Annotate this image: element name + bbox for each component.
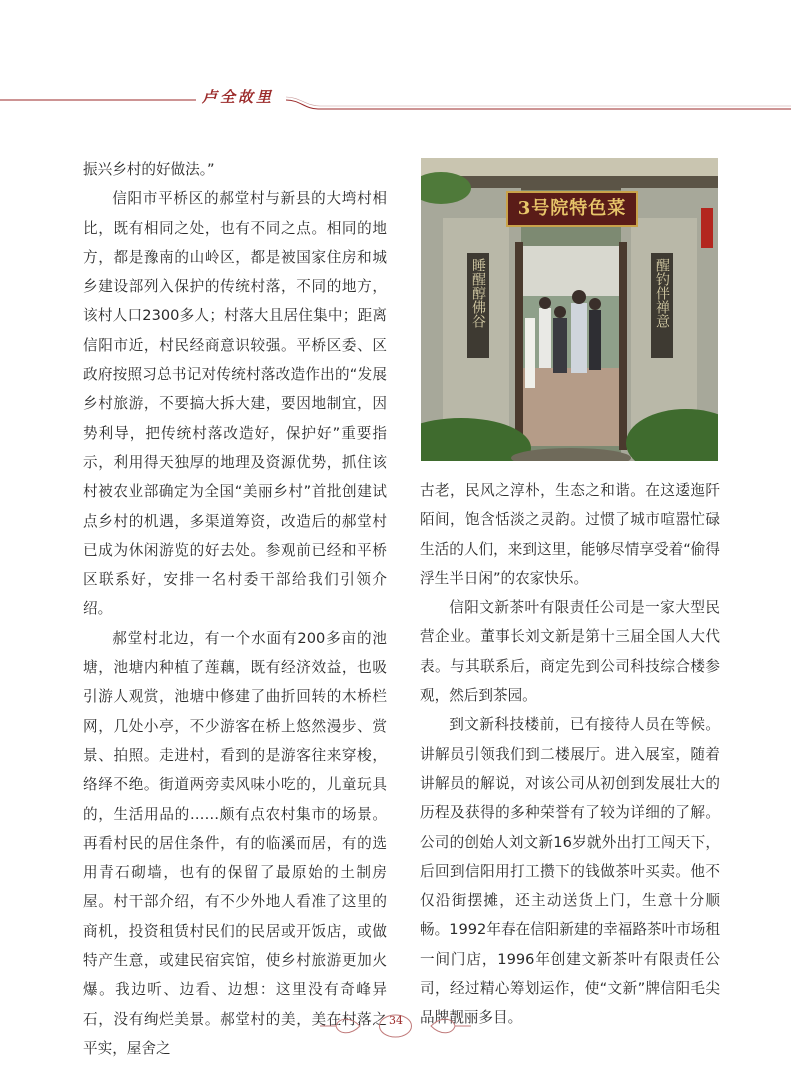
section-title: 卢全故里 — [198, 86, 278, 107]
paragraph: 到文新科技楼前，已有接待人员在等候。讲解员引领我们到二楼展厅。进入展室，随着讲解员的解说，对该公司从初创到发展壮大的历程及获得的多种荣誉有了较为详细的了解。公司的创始人刘文新16岁就外出打工闯天下，后回到信阳用打工攒下的钱做茶叶买卖。他不仅沿街摆摊，还主动送货上门，生意十分顺畅。1992年春在信阳新建的幸福路茶叶市场租一间门店，1996年创建文新茶叶有限责任公司，经过精心筹划运作，使“文新”牌信阳毛尖品牌靓丽多目。 — [420, 716, 720, 1027]
page-number: 34 — [389, 1014, 403, 1027]
paragraph: 古老，民风之淳朴，生态之和谐。在这逶迤阡陌间，饱含恬淡之灵韵。过惯了城市喧嚣忙碌生活的人们，来到这里，能够尽情享受着“偷得浮生半日闲”的农家快乐。 — [420, 482, 720, 587]
couplet-right: 醒钓伴禅意 — [654, 258, 670, 328]
paragraph: 郝堂村北边，有一个水面有200多亩的池塘，池塘内种植了莲藕，既有经济效益，也吸引游人观赏，池塘中修建了曲折回转的木桥栏网，几处小亭，不少游客在桥上悠然漫步、赏景、拍照。走进村，看到的是游客往来穿梭，络绎不绝。街道两旁卖风味小吃的，儿童玩具的，生活用品的……颇有点农村集市的场景。再看村民的居住条件，有的临溪而居，有的选用青石砌墙，也有的保留了最原始的土制房屋。村干部介绍，有不少外地人看准了这里的商机，投资租赁村民们的民居或开饭店，或做特产生意，或建民宿宾馆，使乡村旅游更加火爆。我边听、边看、边想：这里没有奇峰异石，没有绚烂美景。郝堂村的美，美在村落之平实，屋舍之 — [83, 629, 387, 1057]
right-column — [420, 476, 720, 1033]
couplet-left: 睡醒醇佛谷 — [470, 258, 486, 328]
village-gate-photo — [421, 158, 718, 461]
sign-text: 3号院特色菜 — [517, 198, 627, 219]
header-divider — [0, 96, 791, 116]
left-column — [83, 155, 387, 1063]
paragraph: 振兴乡村的好做法。” — [83, 161, 215, 178]
paragraph: 信阳文新茶叶有限责任公司是一家大型民营企业。董事长刘文新是第十三届全国人大代表。与其联系后，商定先到公司科技综合楼参观，然后到茶园。 — [420, 599, 720, 705]
paragraph: 信阳市平桥区的郝堂村与新县的大塆村相比，既有相同之处，也有不同之点。相同的地方，都是豫南的山岭区，都是被国家住房和城乡建设部列入保护的传统村落，不同的地方，该村人口2300多人；村落大且居住集中；距离信阳市近，村民经商意识较强。平桥区委、区政府按照习总书记对传统村落改造作出的“发展乡村旅游，不要搞大拆大建，要因地制宜，因势利导，把传统村落改造好，保护好”重要指示，利用得天独厚的地理及资源优势，抓住该村被农业部确定为全国“美丽乡村”首批创建试点乡村的机遇，多渠道筹资，改造后的郝堂村已成为休闲游览的好去处。参观前已经和平桥区联系好，安排一名村委干部给我们引领介绍。 — [83, 190, 387, 618]
